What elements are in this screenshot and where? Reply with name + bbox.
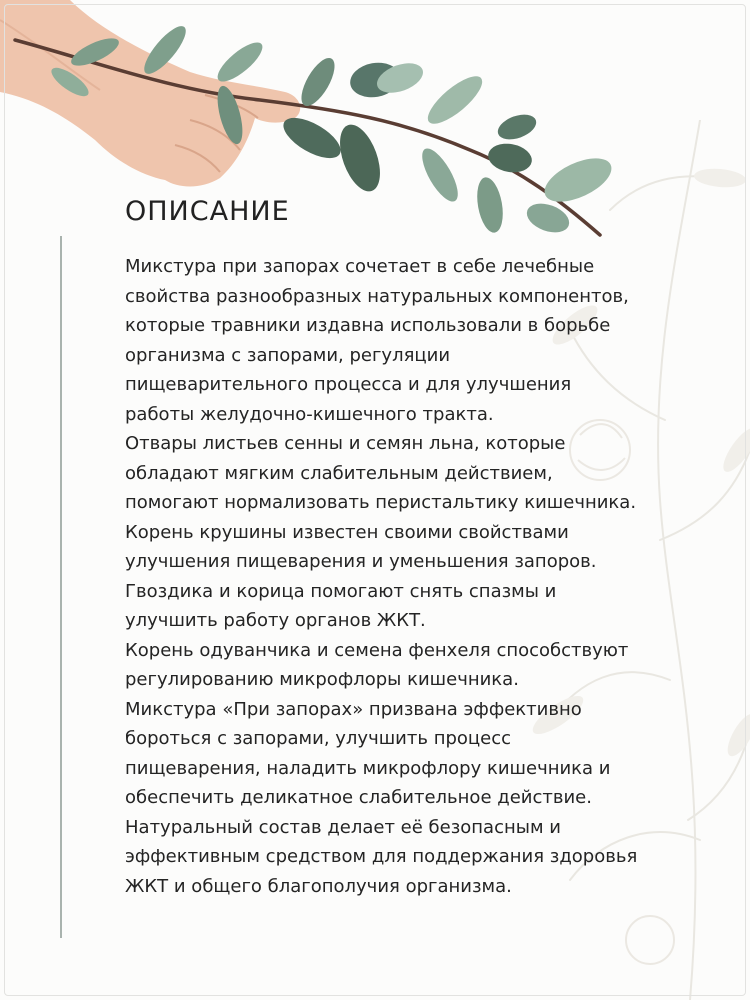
page-title: ОПИСАНИЕ (125, 196, 290, 227)
text-line: Гвоздика и корица помогают снять спазмы и (125, 580, 557, 602)
text-line: пищеварения, наладить микрофлору кишечника и (125, 757, 611, 779)
text-line: работы желудочно-кишечного тракта. (125, 403, 494, 425)
text-line: Корень одуванчика и семена фенхеля способствуют (125, 639, 629, 661)
text-line: Корень крушины известен своими свойствами (125, 521, 569, 543)
text-line: эффективным средством для поддержания здоровья (125, 846, 638, 867)
text-line: Натуральный состав делает её безопасным и (125, 816, 561, 838)
text-line: регулированию микрофлоры кишечника. (125, 669, 519, 690)
text-line: ЖКТ и общего благополучия организма. (125, 875, 512, 897)
text-line: Микстура «При запорах» призвана эффективно (125, 698, 582, 720)
text-line: Отвары листьев сенны и семян льна, которые (125, 433, 566, 454)
vertical-divider (60, 236, 62, 938)
text-line: которые травники издавна использовали в борьбе (125, 315, 611, 336)
hand-with-eucalyptus-branch-illustration (0, 0, 640, 250)
text-line: организма с запорами, регуляции (125, 344, 451, 366)
text-line: улучшения пищеварения и уменьшения запоров. (125, 551, 597, 572)
text-line: пищеварительного процесса и для улучшения (125, 374, 572, 395)
description-text (125, 252, 725, 901)
text-line: обладают мягким слабительным действием, (125, 462, 553, 484)
text-line: Микстура при запорах сочетает в себе лечебные (125, 256, 595, 277)
text-line: обеспечить деликатное слабительное действие. (125, 787, 592, 808)
text-line: помогают нормализовать перистальтику кишечника. (125, 492, 637, 513)
hand-icon (0, 0, 300, 187)
text-line: бороться с запорами, улучшить процесс (125, 728, 512, 749)
text-line: свойства разнообразных натуральных компонентов, (125, 285, 629, 307)
text-line: улучшить работу органов ЖКТ. (125, 610, 426, 631)
